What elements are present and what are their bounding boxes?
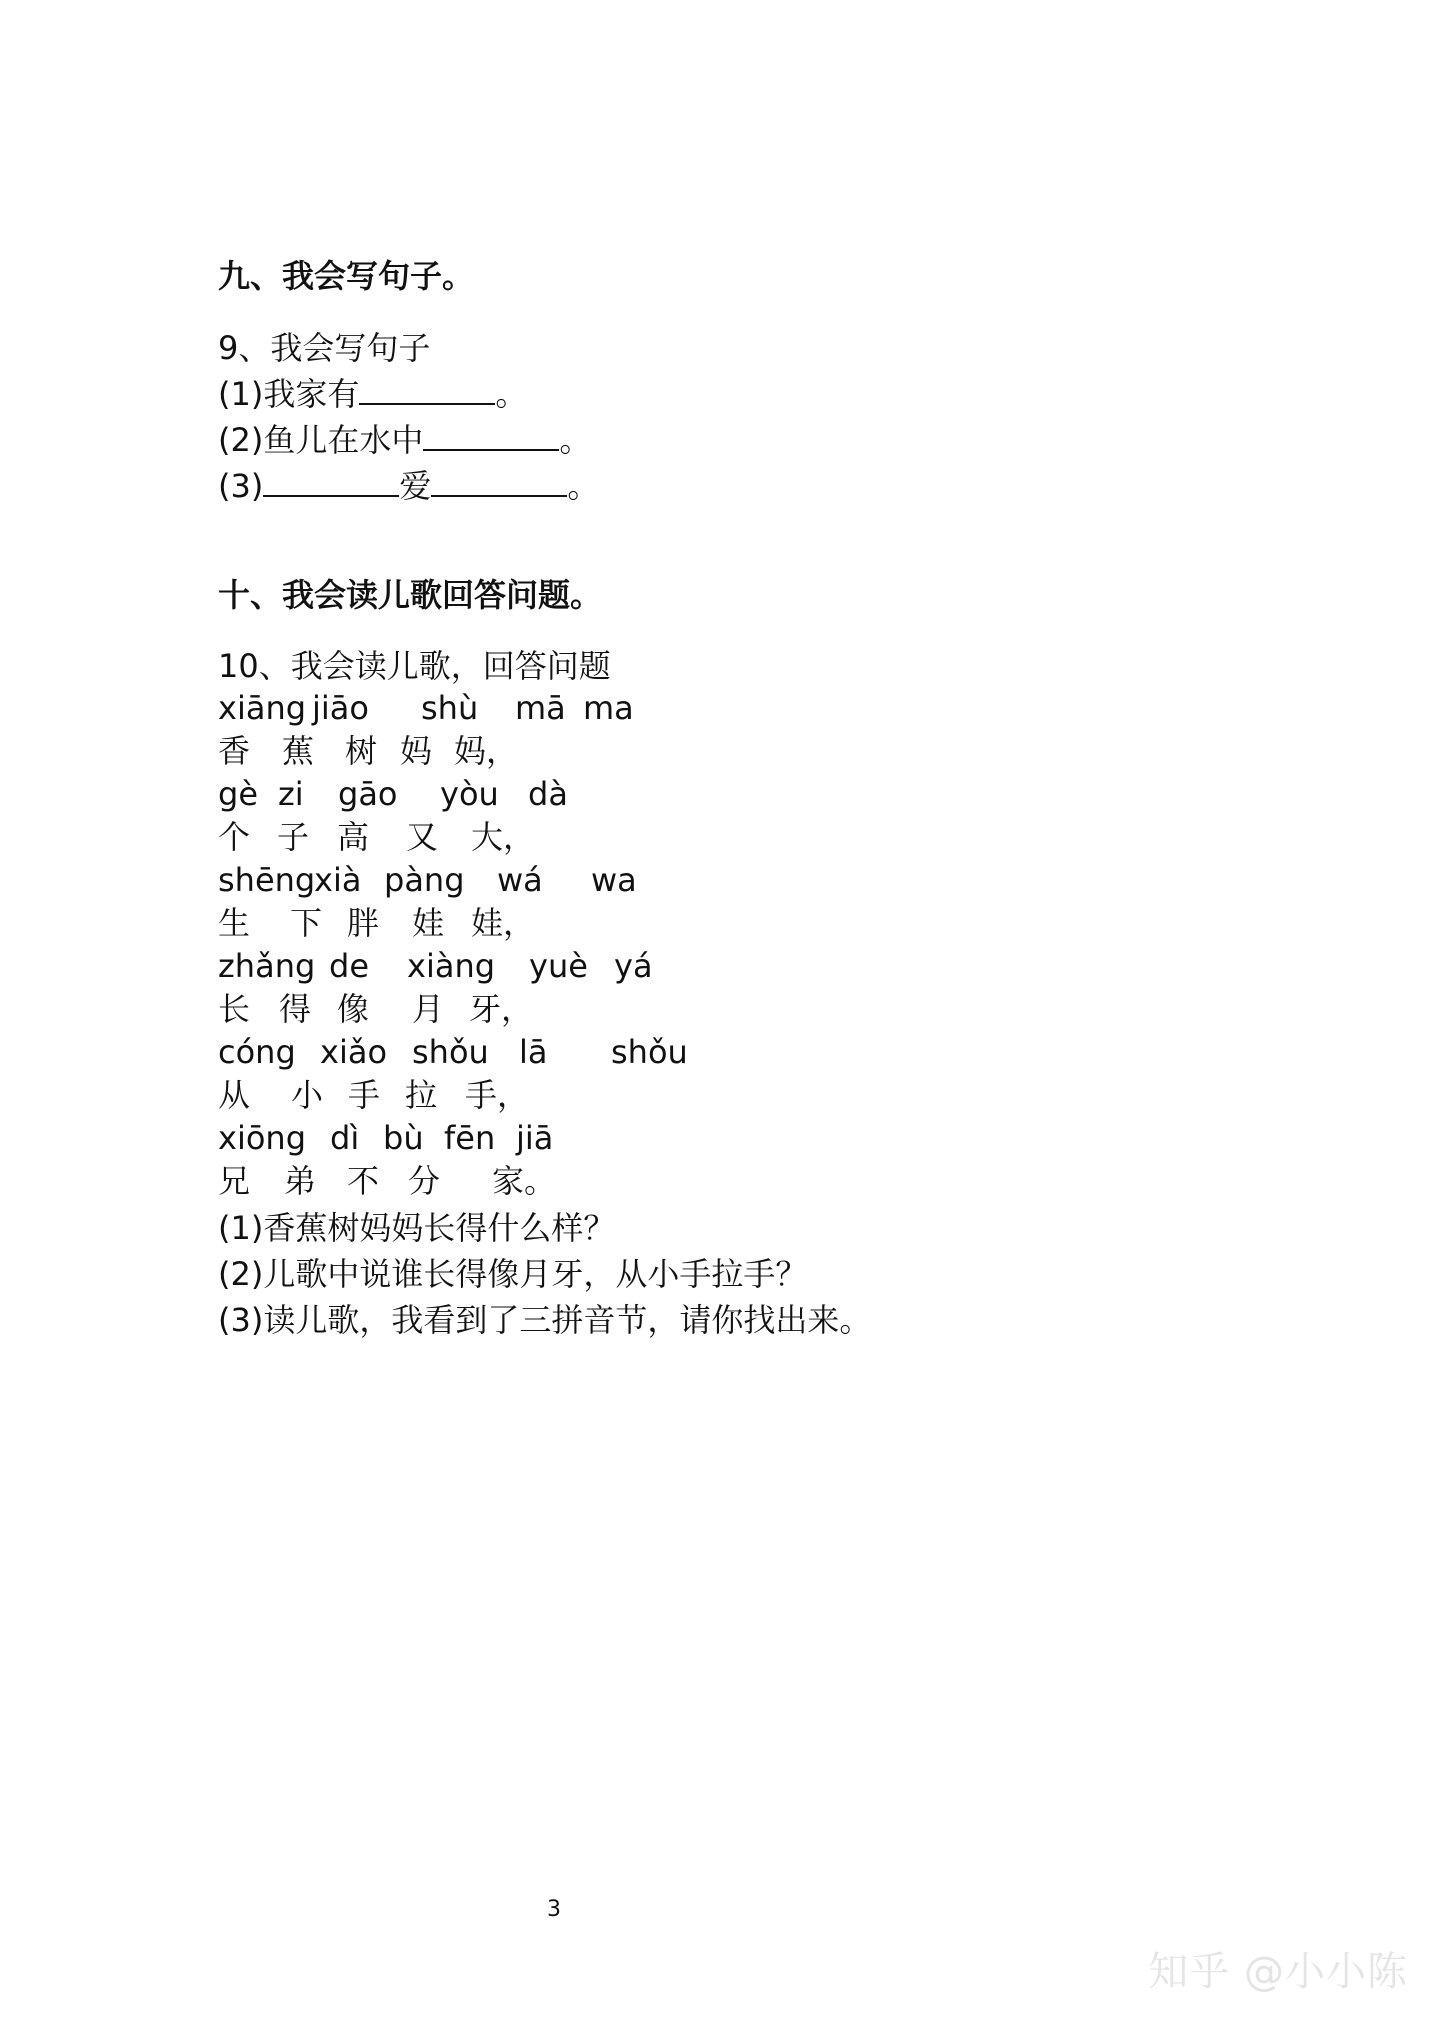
fill-blank	[263, 467, 399, 497]
item-2-suffix: 。	[559, 421, 592, 459]
hanzi-character: 胖	[347, 904, 380, 942]
page-number: 3	[547, 1897, 561, 1922]
hanzi-character: 手	[348, 1076, 381, 1114]
pinyin-syllable: fēn	[444, 1119, 496, 1157]
pinyin-syllable: dì	[330, 1119, 360, 1157]
hanzi-character: 香	[218, 732, 251, 770]
watermark: 知乎 @小小陈	[1148, 1949, 1408, 1995]
hanzi-character: 又	[406, 818, 439, 856]
question-9-item-2	[218, 420, 591, 460]
hanzi-character: 手，	[465, 1076, 530, 1114]
pinyin-syllable: wa	[591, 861, 637, 899]
hanzi-character: 妈	[400, 732, 433, 770]
pinyin-syllable: pàng	[384, 861, 465, 899]
question-10-title: 10、我会读儿歌，回答问题	[218, 647, 611, 685]
hanzi-character: 娃，	[471, 904, 536, 942]
section-9-heading: 九、我会写句子。	[218, 257, 475, 295]
pinyin-syllable: shǒu	[611, 1033, 688, 1071]
item-3-middle: 爱	[399, 467, 432, 505]
question-9-item-3	[218, 466, 599, 506]
section-10-heading: 十、我会读儿歌回答问题。	[218, 576, 603, 614]
hanzi-character: 妈，	[454, 732, 519, 770]
hanzi-character: 个	[218, 818, 251, 856]
hanzi-character: 高	[337, 818, 370, 856]
hanzi-character: 不	[347, 1162, 380, 1200]
pinyin-syllable: jiā	[516, 1119, 554, 1157]
pinyin-syllable: cóng	[218, 1033, 296, 1071]
question-9-title: 9、我会写句子	[218, 329, 431, 367]
hanzi-character: 弟	[284, 1162, 317, 1200]
item-3-prefix: (3)	[218, 467, 264, 505]
pinyin-syllable: xiāng	[218, 689, 307, 727]
pinyin-syllable: jiāo	[312, 689, 369, 727]
question-10-item-1: (1)香蕉树妈妈长得什么样？	[218, 1209, 616, 1247]
hanzi-character: 树	[345, 732, 378, 770]
hanzi-character: 家。	[492, 1162, 557, 1200]
question-10-item-3: (3)读儿歌，我看到了三拼音节，请你找出来。	[218, 1301, 872, 1339]
pinyin-syllable: shēng	[218, 861, 316, 899]
pinyin-syllable: yuè	[529, 947, 588, 985]
pinyin-syllable: gāo	[338, 775, 398, 813]
hanzi-character: 娃	[412, 904, 445, 942]
hanzi-character: 小	[291, 1076, 324, 1114]
hanzi-character: 兄	[218, 1162, 251, 1200]
pinyin-syllable: zhǎng	[218, 947, 316, 985]
item-3-suffix: 。	[567, 467, 600, 505]
pinyin-syllable: dà	[528, 775, 568, 813]
pinyin-syllable: xiōng	[218, 1119, 306, 1157]
pinyin-syllable: yá	[614, 947, 653, 985]
pinyin-syllable: de	[329, 947, 369, 985]
hanzi-character: 分	[408, 1162, 441, 1200]
pinyin-syllable: yòu	[440, 775, 499, 813]
pinyin-syllable: xiǎo	[320, 1033, 388, 1071]
hanzi-character: 月	[412, 990, 445, 1028]
fill-blank	[431, 467, 567, 497]
pinyin-syllable: xià	[314, 861, 362, 899]
fill-blank	[359, 375, 495, 405]
hanzi-character: 下	[290, 904, 323, 942]
hanzi-character: 长	[218, 990, 251, 1028]
pinyin-syllable: mā	[515, 689, 566, 727]
hanzi-character: 得	[279, 990, 312, 1028]
hanzi-character: 生	[218, 904, 251, 942]
item-1-suffix: 。	[495, 375, 528, 413]
hanzi-character: 大，	[471, 818, 536, 856]
item-1-prefix: (1)我家有	[218, 375, 360, 413]
question-9-item-1	[218, 374, 527, 414]
hanzi-character: 像	[337, 990, 370, 1028]
fill-blank	[423, 421, 559, 451]
hanzi-character: 子	[277, 818, 310, 856]
pinyin-syllable: shǒu	[412, 1033, 489, 1071]
question-10-item-2: (2)儿歌中说谁长得像月牙，从小手拉手？	[218, 1255, 808, 1293]
hanzi-character: 从	[218, 1076, 251, 1114]
pinyin-syllable: bù	[383, 1119, 424, 1157]
hanzi-character: 拉	[405, 1076, 438, 1114]
hanzi-character: 牙，	[469, 990, 534, 1028]
pinyin-syllable: shù	[421, 689, 479, 727]
pinyin-syllable: wá	[497, 861, 543, 899]
pinyin-syllable: xiàng	[407, 947, 496, 985]
pinyin-syllable: gè	[218, 775, 258, 813]
item-2-prefix: (2)鱼儿在水中	[218, 421, 424, 459]
pinyin-syllable: ma	[583, 689, 634, 727]
hanzi-character: 蕉	[282, 732, 315, 770]
pinyin-syllable: zi	[278, 775, 304, 813]
pinyin-syllable: lā	[519, 1033, 548, 1071]
